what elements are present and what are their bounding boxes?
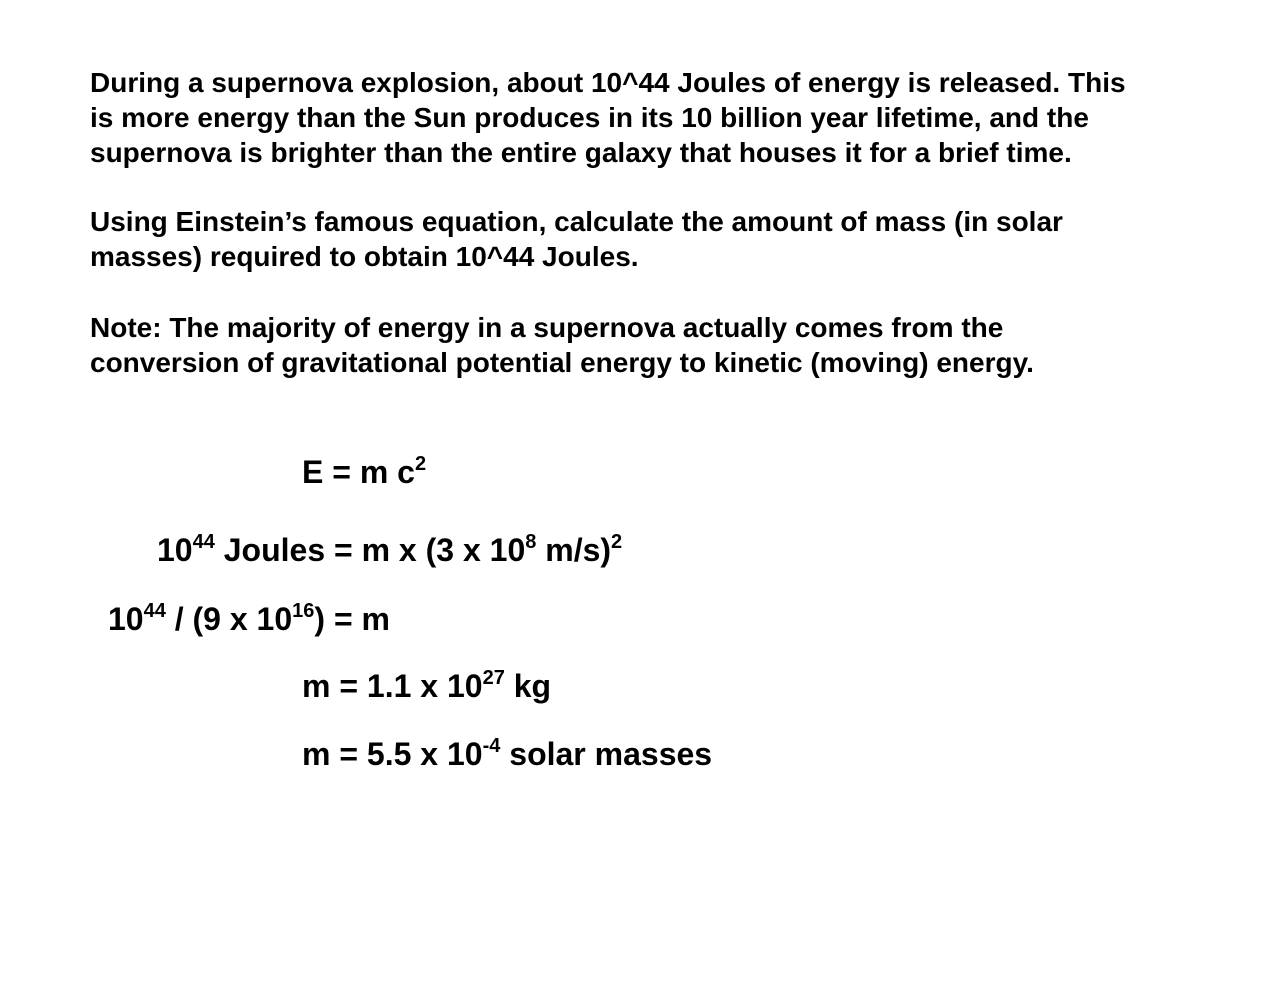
equation-text: m = 1.1 x 10 (302, 668, 483, 704)
text-line: Using Einstein’s famous equation, calculate the amount of mass (in solar (90, 206, 1063, 237)
equation-text: m/s) (536, 532, 612, 568)
superscript: 27 (482, 667, 505, 689)
equation-text: 10 (157, 532, 193, 568)
equation-text: E = m c (302, 454, 415, 490)
superscript: 44 (192, 531, 215, 553)
equation-mass-solar (302, 734, 712, 779)
superscript: 2 (414, 453, 427, 475)
equation-substitution (157, 530, 622, 575)
equation-text: kg (504, 668, 552, 704)
text-line: Note: The majority of energy in a supernova actually comes from the (90, 312, 1004, 343)
equation-text: m = 5.5 x 10 (302, 736, 483, 772)
text-line: conversion of gravitational potential energy to kinetic (moving) energy. (90, 347, 1034, 378)
equation-text: ) = m (314, 601, 390, 637)
text-line: is more energy than the Sun produces in its 10 billion year lifetime, and the (90, 102, 1089, 133)
superscript: 2 (611, 531, 623, 553)
superscript: 8 (525, 531, 537, 553)
equation-mass-kg (302, 666, 551, 711)
equation-text: Joules = m x (3 x 10 (214, 532, 526, 568)
equation-rearranged (108, 599, 390, 644)
question-paragraph (90, 204, 1063, 274)
equation-einstein (302, 452, 426, 497)
equation-text: / (9 x 10 (165, 601, 293, 637)
equation-text: solar masses (500, 736, 713, 772)
intro-paragraph (90, 65, 1126, 170)
text-line: During a supernova explosion, about 10^44 Joules of energy is released. This (90, 67, 1126, 98)
text-line: masses) required to obtain 10^44 Joules. (90, 241, 639, 272)
superscript: 44 (143, 600, 166, 622)
note-paragraph (90, 310, 1034, 380)
superscript: -4 (482, 735, 501, 757)
text-line: supernova is brighter than the entire galaxy that houses it for a brief time. (90, 137, 1072, 168)
equation-text: 10 (108, 601, 144, 637)
superscript: 16 (292, 600, 315, 622)
